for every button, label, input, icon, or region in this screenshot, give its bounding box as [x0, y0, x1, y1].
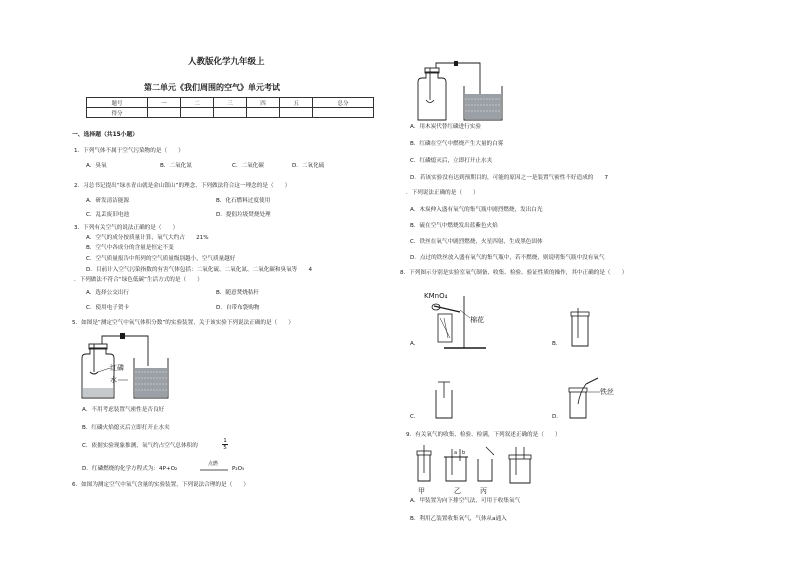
option[interactable]: B．随意焚烧秸秆: [216, 290, 259, 296]
option[interactable]: B．红磷火焰熄灭后立即打开止水夹: [82, 425, 170, 431]
score-cell[interactable]: [180, 108, 213, 118]
option[interactable]: D．目前计入空气污染指数的有害气体包括：二氧化硫、二氧化氮、二氧化碳和臭氧等 4: [86, 267, 313, 273]
option[interactable]: B．空气中各成分的含量是恒定不变: [86, 245, 174, 251]
diagram-label-b: b: [462, 450, 466, 456]
score-cell: 一: [147, 98, 180, 108]
left-column: [68, 0, 390, 562]
option[interactable]: A．木炭伸入盛有氧气的集气瓶中剧烈燃烧，发出白光: [410, 207, 543, 213]
option[interactable]: A．选择公交出行: [86, 290, 129, 296]
section-heading: 一、选择题（共15小题）: [72, 132, 139, 138]
option[interactable]: A．甲装置为向下排空气法，可用于收集氧气: [410, 498, 521, 504]
option[interactable]: B．红磷在空气中燃烧产生大量的白雾: [410, 141, 504, 147]
score-cell: 得分: [87, 108, 148, 118]
option[interactable]: A．不用考虑装置气密性是否良好: [82, 407, 165, 413]
option[interactable]: D．自带布袋购物: [216, 305, 260, 311]
option[interactable]: D．点过的铁丝放入盛有氧气的集气瓶中，若不燃烧，则说明集气瓶中没有氧气: [410, 255, 605, 261]
question-stem: ．下列做法不符合“绿色低碳”生活方式的是（ ）: [74, 277, 203, 283]
question-stem: 2．习总书记提出“绿水青山就是金山银山”的理念，下列做法符合这一理念的是（ ）: [74, 183, 291, 189]
option[interactable]: B．化石燃料过度使用: [216, 198, 271, 204]
fraction-numerator: 1: [223, 438, 227, 444]
diagram-label-water: 水: [110, 376, 117, 384]
score-cell[interactable]: [247, 108, 280, 118]
option[interactable]: C．二氧化碳: [232, 163, 264, 169]
reaction-product: P₂O₅: [232, 466, 245, 472]
option[interactable]: D．: [552, 414, 562, 420]
option[interactable]: A．用木炭代替红磷进行实验: [410, 124, 481, 130]
option[interactable]: B．: [552, 341, 562, 347]
option[interactable]: D．提倡垃圾焚烧处理: [216, 212, 271, 218]
option[interactable]: D．若该实验没有达到预期目的，可能的原因之一是装置气密性不好造成的 7: [410, 175, 609, 181]
q8-option-b-diagram: [564, 308, 594, 348]
option[interactable]: A．: [410, 341, 420, 347]
option[interactable]: C．使用电子贺卡: [86, 305, 130, 311]
diagram-label-a: a: [454, 450, 458, 456]
q8-option-c-diagram: [430, 380, 460, 420]
q6-apparatus-diagram: [414, 62, 514, 124]
option[interactable]: C．依据实验现象推测，氧气约占空气总体积的: [82, 443, 198, 449]
question-stem: 9．有关氧气的收集、检验、检满，下列叙述正确的是（ ）: [406, 432, 561, 438]
question-stem: 6．如图为测定空气中氧气含量的实验装置，下列说法合理的是（ ）: [72, 482, 249, 488]
diagram-label-jia: 甲: [418, 487, 425, 495]
score-cell: 三: [213, 98, 246, 108]
diagram-label-cotton: 棉花: [470, 316, 484, 324]
option[interactable]: D．红磷燃烧的化学方程式为：4P+O₂: [82, 466, 178, 472]
option[interactable]: C．空气质量报告中所列的空气质量级别越小，空气质量越好: [86, 256, 236, 262]
score-cell[interactable]: [313, 108, 374, 118]
exam-title: 人教版化学九年级上: [188, 57, 265, 67]
option[interactable]: C．乱丢废旧电池: [86, 212, 130, 218]
question-stem: 3．下列有关空气的说法正确的是（ ）: [74, 225, 179, 231]
exam-subtitle: 第二单元《我们周围的空气》单元考试: [144, 83, 280, 92]
option[interactable]: B．硫在空气中燃烧发出蓝紫色火焰: [410, 223, 498, 229]
right-column: [400, 0, 740, 562]
score-cell[interactable]: [280, 108, 313, 118]
score-cell: 总分: [313, 98, 374, 108]
diagram-label-yi: 乙: [454, 487, 461, 495]
question-stem: 1．下列气体不属于空气污染物的是（ ）: [74, 148, 184, 154]
option[interactable]: C．红磷熄灭后，立即打开止水夹: [410, 158, 493, 164]
score-cell: 二: [180, 98, 213, 108]
q8-option-d-diagram: [564, 378, 624, 420]
option[interactable]: A．臭氧: [86, 163, 107, 169]
q9-apparatus-diagram: [414, 445, 554, 495]
score-cell[interactable]: [213, 108, 246, 118]
score-table-header-row: [87, 98, 374, 108]
diagram-label-iron-wire: 铁丝: [600, 388, 614, 396]
score-cell: 四: [247, 98, 280, 108]
diagram-label-kmno4: KMnO₄: [424, 292, 448, 300]
reaction-condition: 点燃: [208, 461, 219, 467]
question-stem: 5．如图是“测定空气中氧气体积分数”的实验装置，关于该实验下列说法正确的是（ ）: [72, 320, 294, 326]
option[interactable]: A．空气的成分按质量计算，氧气大约占 21%: [86, 235, 209, 241]
q5-apparatus-diagram: [76, 332, 176, 402]
question-stem: 8．下列图示分别是实验室氧气制备、收集、检验、验证性质的操作，其中正确的是（ ）: [400, 270, 628, 276]
score-cell: 题号: [87, 98, 148, 108]
score-cell: 五: [280, 98, 313, 108]
option[interactable]: B．利用乙装置收集氧气，气体从a通入: [410, 516, 507, 522]
option[interactable]: C．: [410, 414, 420, 420]
q8-option-a-diagram: [424, 290, 494, 352]
question-stem: ．下列说法正确的是（ ）: [406, 190, 479, 196]
diagram-label-red-phosphorus: 红磷: [110, 364, 124, 372]
diagram-label-bing: 丙: [480, 487, 487, 495]
score-table: [86, 97, 374, 118]
score-cell[interactable]: [147, 108, 180, 118]
reaction-arrow: [200, 469, 230, 471]
option[interactable]: C．铁丝在氧气中剧烈燃烧，火星四射，生成黑色固体: [410, 239, 543, 245]
option[interactable]: B．二氧化氮: [160, 163, 192, 169]
option[interactable]: A．研发清洁能源: [86, 198, 129, 204]
fraction-denominator: 5: [223, 445, 227, 451]
score-table-score-row: [87, 108, 374, 118]
fraction: [222, 438, 228, 451]
option[interactable]: D．二氧化硫: [292, 163, 325, 169]
